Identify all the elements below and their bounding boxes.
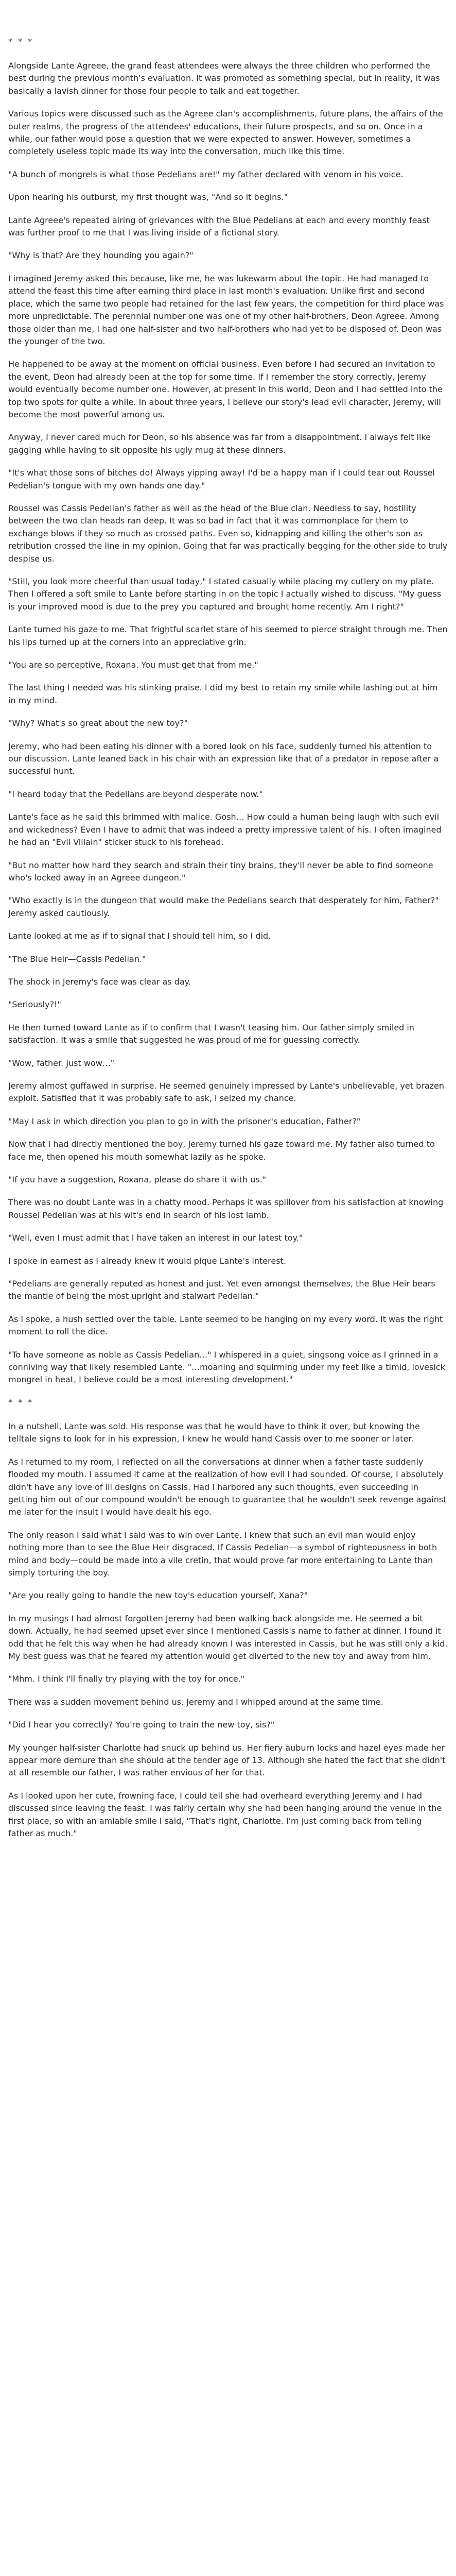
paragraph: Roussel was Cassis Pedelian's father as well as the head of the Blue clan. Needless to say, hostility between the two clan heads ran deep. It was so bad in fact that it was commonplace for them to exchange blows if they so much as crossed paths. Even so, kidnapping and killing the other's son as retribution crossed the line in my opinion. Going that far was practically begging for the other side to truly despise us. [8,503,448,564]
paragraph: "Did I hear you correctly? You're going to train the new toy, sis?" [8,1720,275,1730]
paragraph: "Wow, father. Just wow…" [8,1058,115,1068]
paragraph: "The Blue Heir—Cassis Pedelian." [8,954,146,964]
paragraph: There was a sudden movement behind us. Jeremy and I whipped around at the same time. [8,1697,383,1707]
paragraph-list [8,60,448,1386]
paragraph: Upon hearing his outburst, my first thought was, "And so it begins." [8,192,288,202]
paragraph: "Still, you look more cheerful than usual today," I stated casually while placing my cutlery on my plate. Then I offered a soft smile to Lante before starting in on the topic I actually wished to discuss. "My guess is your improved mood is due to the prey you captured and brought home recently. Am I right?" [8,577,442,612]
paragraph: "Are you really going to handle the new toy's education yourself, Xana?" [8,1590,308,1601]
paragraph: "Mhm. I think I'll finally try playing with the toy for once." [8,1674,244,1684]
paragraph: "To have someone as noble as Cassis Pedelian…" I whispered in a quiet, singsong voice as I grinned in a conniving way that likely resembled Lante. "…moaning and squirming under my feet like a timid, lovesick mongrel in heat, I believe could be a most interesting development." [8,1349,445,1385]
section [8,36,448,1386]
paragraph: "A bunch of mongrels is what those Pedelians are!" my father declared with venom in his voice. [8,169,404,179]
paragraph: Anyway, I never cared much for Deon, so his absence was far from a disappointment. I always felt like gagging while having to sit opposite his ugly mug at these dinners. [8,432,431,455]
paragraph: The last thing I needed was his stinking praise. I did my best to retain my smile while lashing out at him in my mind. [8,683,438,705]
paragraph: There was no doubt Lante was in a chatty mood. Perhaps it was spillover from his satisfaction at knowing Roussel Pedelian was at his wit's end in search of his lost lamb. [8,1197,444,1220]
paragraph: As I looked upon her cute, frowning face, I could tell she had overheard everything Jeremy and I had discussed since leaving the feast. I was fairly certain why she had been hanging around the venue in the first place, so with an amiable smile I said, "That's right, Charlotte. I'm just coming back from telling father as much." [8,1790,442,1839]
paragraph: Jeremy almost guffawed in surprise. He seemed genuinely impressed by Lante's unbelievable, yet brazen exploit. Satisfied that it was probably safe to ask, I seized my chance. [8,1080,445,1104]
paragraph: In a nutshell, Lante was sold. His response was that he would have to think it over, but knowing the telltale signs to look for in his expression, I knew he would hand Cassis over to me sooner or later. [8,1421,420,1444]
paragraph: "You are so perceptive, Roxana. You must get that from me." [8,660,258,670]
paragraph: "Why is that? Are they hounding you again?" [8,250,194,261]
paragraph: I spoke in earnest as I already knew it would pique Lante's interest. [8,1256,286,1266]
scene-break: * * * [8,1397,34,1407]
paragraph: "Pedelians are generally reputed as honest and just. Yet even amongst themselves, the Blue Heir bears the mantle of being the most upright and stalwart Pedelian." [8,1279,435,1301]
paragraph: "May I ask in which direction you plan to go in with the prisoner's education, Father?" [8,1116,361,1126]
paragraph: Jeremy, who had been eating his dinner with a bored look on his face, suddenly turned his attention to our discussion. Lante leaned back in his chair with an expression like that of a predator in repose after a successful hunt. [8,741,439,776]
paragraph: I imagined Jeremy asked this because, like me, he was lukewarm about the topic. He had managed to attend the feast this time after earning third place in last month's evaluation. Unlike first and second place, which the same two people had retained for the last few years, the competition for third place was more unpredictable. The perennial number one was one of my other half-brothers, Deon Agreee. Among those older than me, I had one half-sister and two half-brothers who had yet to be disposed of. Deon was the younger of the two. [8,273,444,346]
paragraph: As I spoke, a hush settled over the table. Lante seemed to be hanging on my every word. It was the right moment to roll the dice. [8,1314,443,1337]
paragraph: He happened to be away at the moment on official business. Even before I had secured an invitation to the event, Deon had already been at the top for some time. If I remember the story correctly, Jeremy would eventually become number one. However, at present in this world, Deon and I had settled into the top two spots for quite a while. In about three years, I believe our story's lead evil character, Jeremy, will become the most powerful among us. [8,359,443,419]
paragraph: Lante's face as he said this brimmed with malice. Gosh… How could a human being laugh with such evil and wickedness? Even I have to admit that was indeed a pretty impressive talent of his. I often imagined he had an "Evil Villain" sticker stuck to his forehead. [8,812,442,848]
paragraph: "If you have a suggestion, Roxana, please do share it with us." [8,1175,267,1184]
paragraph: The only reason I said what I said was to win over Lante. I knew that such an evil man would enjoy nothing more than to see the Blue Heir disgraced. If Cassis Pedelian—a symbol of righteousness in both mind and body—could be made into a vile cretin, that would prove far more entertaining to Lante than simply torturing the boy. [8,1530,437,1578]
paragraph: "Seriously?!" [8,999,61,1010]
paragraph: Lante Agreee's repeated airing of grievances with the Blue Pedelians at each and every monthly feast was further proof to me that I was living inside of a fictional story. [8,215,430,238]
paragraph: Lante turned his gaze to me. That frightful scarlet stare of his seemed to pierce straight through me. Then his lips turned up at the corners into an appreciative grin. [8,624,448,647]
paragraph: "I heard today that the Pedelians are beyond desperate now." [8,789,263,799]
paragraph: Lante looked at me as if to signal that I should tell him, so I did. [8,931,271,941]
paragraph: "But no matter how hard they search and strain their tiny brains, they'll never be able to find someone who's locked away in an Agreee dungeon." [8,860,433,883]
paragraph: Alongside Lante Agreee, the grand feast attendees were always the three children who performed the best during the previous month's evaluation. It was promoted as something special, but in reality, it was basically a lavish dinner for those four people to talk and eat together. [8,61,440,96]
paragraph-list [8,1420,448,1840]
paragraph: "Why? What's so great about the new toy?" [8,718,188,728]
scene-break: * * * [8,37,34,46]
paragraph: "Well, even I must admit that I have taken an interest in our latest toy." [8,1233,303,1243]
section [8,1397,448,1840]
paragraph: In my musings I had almost forgotten Jeremy had been walking back alongside me. He seemed a bit down. Actually, he had seemed upset ever since I mentioned Cassis's name to father at dinner. I found it odd that he felt this way when he had already known I was interested in Cassis, but he was still only a kid. My best guess was that he feared my attention would get diverted to the new toy and away from him. [8,1613,448,1661]
paragraph: Various topics were discussed such as the Agreee clan's accomplishments, future plans, the affairs of the outer realms, the progress of the attendees' educations, their future prospects, and so on. Once in a while, our father would pose a question that we were expected to answer. However, sometimes a completely useless topic made its way into the conversation, much like this time. [8,109,443,157]
paragraph: "It's what those sons of bitches do! Always yipping away! I'd be a happy man if I could tear out Roussel Pedelian's tongue with my own hands one day." [8,468,435,490]
paragraph: "Who exactly is in the dungeon that would make the Pedelians search that desperately for him, Father?" Jeremy asked cautiously. [8,895,439,918]
paragraph: The shock in Jeremy's face was clear as day. [8,976,191,987]
paragraph: Now that I had directly mentioned the boy, Jeremy turned his gaze toward me. My father also turned to face me, then opened his mouth somewhat lazily as he spoke. [8,1139,435,1162]
paragraph: He then turned toward Lante as if to confirm that I wasn't teasing him. Our father simply smiled in satisfaction. It was a smile that suggested he was proud of me for guessing correctly. [8,1022,414,1045]
paragraph: As I returned to my room, I reflected on all the conversations at dinner when a father taste suddenly flooded my mouth. I assumed it came at the realization of how evil I had sounded. Of course, I absolutely didn't have any love of ill designs on Cassis. Had I harbored any such thoughts, even succeeding in getting him out of our compound wouldn't be enough to guarantee that he wouldn't seek revenge against me later for the insult I would have dealt his ego. [8,1456,447,1517]
paragraph: My younger half-sister Charlotte had snuck up behind us. Her fiery auburn locks and hazel eyes made her appear more demure than she should at the tender age of 13. Although she hated the fact that she didn't at all resemble our father, I was rather envious of her for that. [8,1742,446,1778]
